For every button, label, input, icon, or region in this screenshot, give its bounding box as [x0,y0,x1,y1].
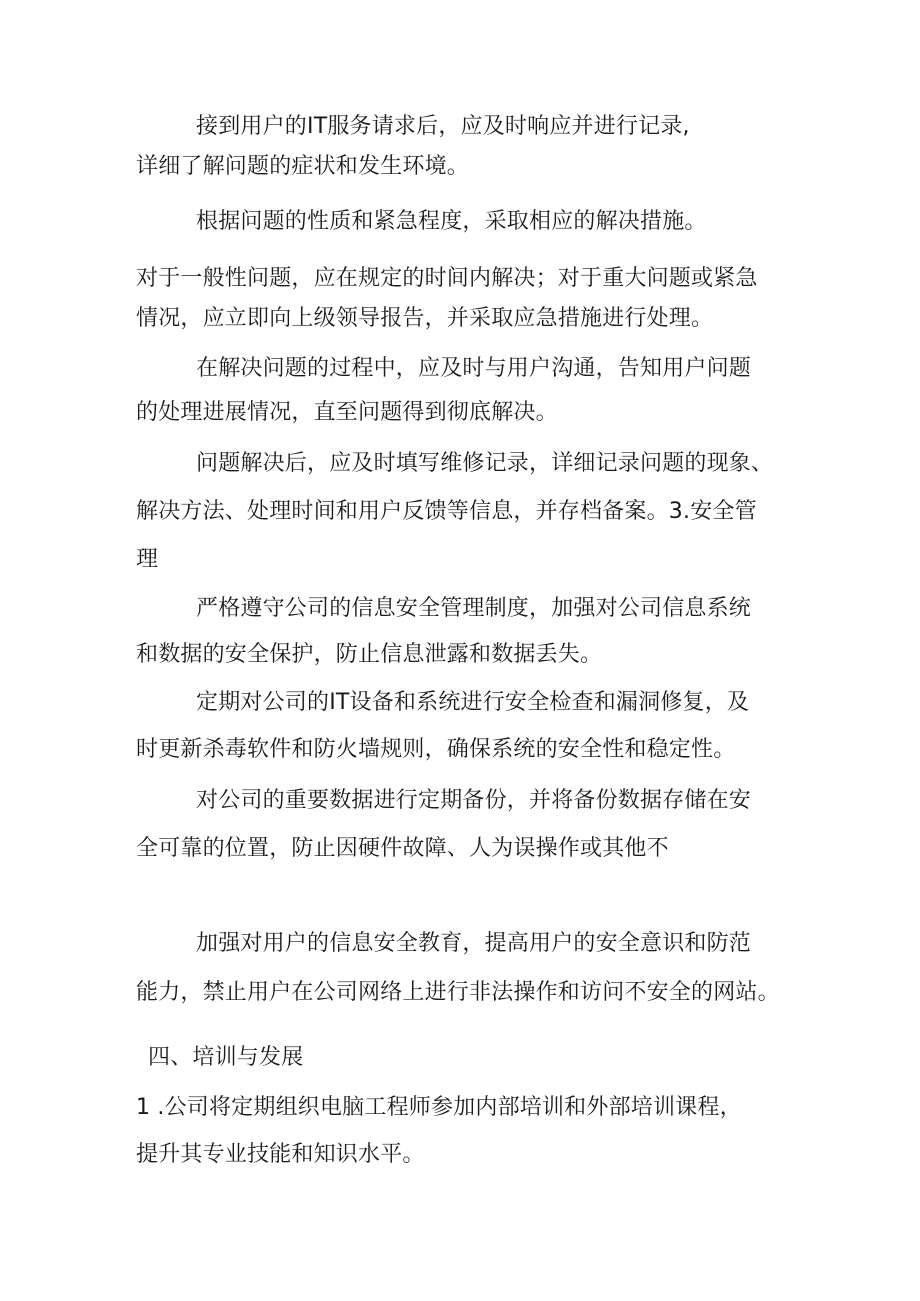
paragraph-4-line-2: 的处理进展情况，直至问题得到彻底解决。 [136,400,558,425]
paragraph-9-line-1: 加强对用户的信息安全教育，提高用户的安全意识和防范 [196,931,752,956]
list-item-line-1: 1 .公司将定期组织电脑工程师参加内部培训和外部培训课程， [136,1095,742,1120]
paragraph-5-line-3: 理 [136,547,159,572]
paragraph-5-line-1: 问题解决后，应及时填写维修记录，详细记录问题的现象、 [196,451,774,476]
paragraph-7-line-1: 定期对公司的IT设备和系统进行安全检查和漏洞修复，及 [196,690,750,715]
paragraph-2-line-1: 根据问题的性质和紧急程度，采取相应的解决措施。 [196,209,707,234]
paragraph-1-line-2: 详细了解问题的症状和发生环境。 [136,154,470,179]
paragraph-7-line-2: 时更新杀毒软件和防火墙规则，确保系统的安全性和稳定性。 [136,737,736,762]
paragraph-6-line-1: 严格遵守公司的信息安全管理制度，加强对公司信息系统 [196,596,752,621]
paragraph-3-line-2: 情况，应立即向上级领导报告，并采取应急措施进行处理。 [136,306,714,331]
paragraph-3-line-1: 对于一般性问题，应在规定的时间内解决；对于重大问题或紧急 [136,266,758,291]
paragraph-4-line-1: 在解决问题的过程中，应及时与用户沟通，告知用户问题 [196,356,752,381]
paragraph-8-line-2: 全可靠的位置，防止因硬件故障、人为误操作或其他不 [136,836,669,861]
section-heading: 四、培训与发展 [148,1045,304,1070]
paragraph-5-line-2: 解决方法、处理时间和用户反馈等信息，并存档备案。3.安全管 [136,499,757,524]
paragraph-6-line-2: 和数据的安全保护，防止信息泄露和数据丢失。 [136,642,603,667]
paragraph-8-line-1: 对公司的重要数据进行定期备份，并将备份数据存储在安 [196,788,752,813]
paragraph-1-line-1: 接到用户的IT服务请求后，应及时响应并进行记录, [196,114,690,139]
paragraph-9-line-2: 能力，禁止用户在公司网络上进行非法操作和访问不安全的网站。 [136,980,780,1005]
list-item-line-2: 提升其专业技能和知识水平。 [136,1142,425,1167]
